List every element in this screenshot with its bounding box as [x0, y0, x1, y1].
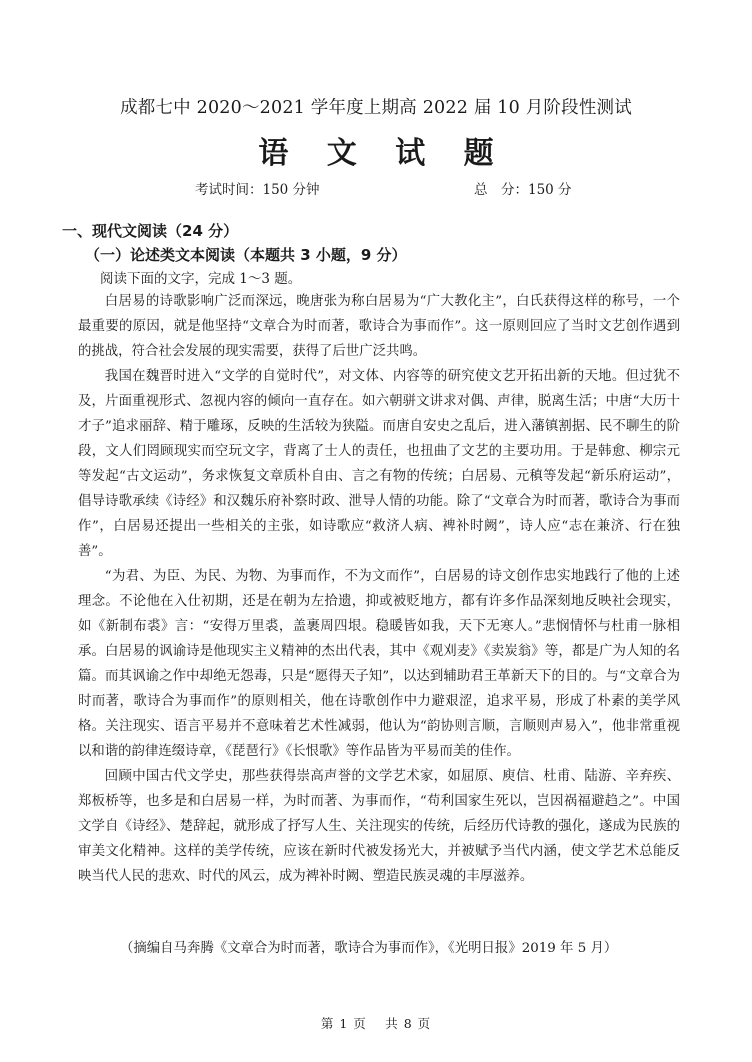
passage-paragraph: 我国在魏晋时进入“文学的自觉时代”，对文体、内容等的研究使文艺开拓出新的天地。但过犹不及，片面重视形式、忽视内容的倾向一直存在。如六朝骈文讲求对偶、声律，脱离生活；中唐“大历十才子”追求丽辞、精于雕琢，反映的生活较为狭隘。而唐自安史之乱后，进入藩镇割据、民不聊生的阶段，文人们罔顾现实而空玩文字，背离了士人的责任，也扭曲了文艺的主要功用。于是韩愈、柳宗元等发起“古文运动”，务求恢复文章质朴自由、言之有物的传统；白居易、元稹等发起“新乐府运动”，倡导诗歌承续《诗经》和汉魏乐府补察时政、泄导人情的功能。除了“文章合为时而著，歌诗合为事而作”，白居易还提出一些相关的主张，如诗歌应“救济人病、裨补时阙”，诗人应“志在兼济、行在独善”。 — [78, 369, 680, 559]
total-score: 总 分：150 分 — [474, 182, 572, 198]
reading-passage — [78, 289, 680, 889]
passage-paragraph: 白居易的诗歌影响广泛而深远，晚唐张为称白居易为“广大教化主”，白氏获得这样的称号，一个最重要的原因，就是他坚持“文章合为时而著，歌诗合为事而作”。这一原则回应了当时文艺创作遇到的挑战，符合社会发展的现实需要，获得了后世广泛共鸣。 — [78, 294, 680, 359]
subsection-heading: （一）论述类文本阅读（本题共 3 小题，9 分） — [85, 246, 407, 264]
passage-paragraph: “为君、为臣、为民、为物、为事而作，不为文而作”，白居易的诗文创作忠实地践行了他的上述理念。不论他在入仕初期，还是在朝为左拾遗，抑或被贬地方，都有许多作品深刻地反映社会现实，如《新制布裘》言：“安得万里裘，盖裹周四垠。稳暖皆如我，天下无寒人。”悲悯情怀与杜甫一脉相承。白居易的讽谕诗是他现实主义精神的杰出代表，其中《观刈麦》《卖炭翁》等，都是广为人知的名篇。而其讽谕之作中却绝无怨毒，只是“愿得天子知”，以达到辅助君王革新天下的目的。与“文章合为时而著，歌诗合为事而作”的原则相关，他在诗歌创作中力避艰涩，追求平易，形成了朴素的美学风格。关注现实、语言平易并不意味着艺术性减弱，他认为“韵协则言顺，言顺则声易入”，他非常重视以和谐的韵律连缀诗章，《琵琶行》《长恨歌》等作品皆为平易而美的佳作。 — [78, 569, 680, 759]
passage-citation: （摘编自马奔腾《文章合为时而著，歌诗合为事而作》，《光明日报》2019 年 5 月） — [120, 941, 618, 956]
passage-paragraph: 回顾中国古代文学史，那些获得崇高声誉的文学艺术家，如屈原、庾信、杜甫、陆游、辛弃疾、郑板桥等，也多是和白居易一样，为时而著、为事而作，“苟利国家生死以，岂因祸福避趋之”。中国文学自《诗经》、楚辞起，就形成了抒写人生、关注现实的传统，后经历代诗教的强化，遂成为民族的审美文化精神。这样的美学传统，应该在新时代被发扬光大，并被赋予当代内涵，使文学艺术总能反映当代人民的悲欢、时代的风云，成为裨补时阙、塑造民族灵魂的丰厚滋养。 — [78, 769, 680, 884]
page-footer: 第 1 页 共 8 页 — [320, 1016, 432, 1031]
exam-title: 成都七中 2020～2021 学年度上期高 2022 届 10 月阶段性测试 — [120, 98, 632, 118]
subject-title: 语 文 试 题 — [258, 136, 508, 171]
reading-instruction: 阅读下面的文字，完成 1～3 题。 — [100, 271, 302, 287]
section-heading: 一、现代文阅读（24 分） — [62, 222, 239, 240]
exam-time: 考试时间：150 分钟 — [195, 182, 320, 198]
